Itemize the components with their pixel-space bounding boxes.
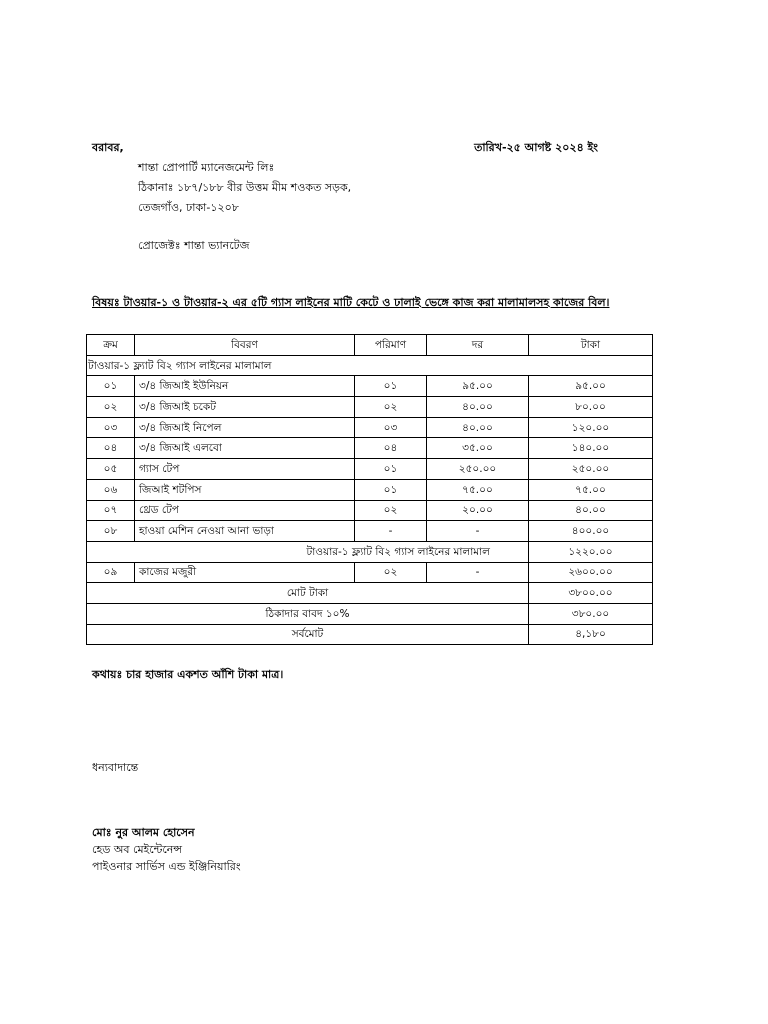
row-description: ৩/৪ জিআই এলবো (135, 438, 355, 459)
row-serial: ০৩ (87, 417, 135, 438)
labor-row (87, 562, 653, 583)
letter-date: তারিখ-২৫ আগষ্ট ২০২৪ ইং (474, 141, 598, 154)
subtotal-label: টাওয়ার-১ ফ্ল্যাট বি২ গ্যাস লাইনের মালামাল (87, 541, 529, 562)
amount-in-words: কথায়ঃ চার হাজার একশত আঁশি টাকা মাত্র। (92, 668, 284, 681)
row-rate: ৪০.০০ (427, 417, 529, 438)
to-label: বরাবর, (92, 141, 124, 154)
row-amount: ৮০.০০ (529, 397, 653, 418)
total-amount: ৩৮০০.০০ (529, 583, 653, 604)
row-serial: ০৪ (87, 438, 135, 459)
bill-table (86, 334, 653, 645)
address-line-1: ঠিকানাঃ ১৮৭/১৮৮ বীর উত্তম মীম শওকত সড়ক, (138, 181, 352, 194)
row-serial: ০৬ (87, 479, 135, 500)
header-quantity: পরিমাণ (355, 335, 427, 356)
row-rate: - (427, 521, 529, 542)
row-quantity: ০৩ (355, 417, 427, 438)
row-description: থ্রেড টেপ (135, 500, 355, 521)
row-quantity: ০৪ (355, 438, 427, 459)
row-serial: ০২ (87, 397, 135, 418)
labor-amount: ২৬০০.০০ (529, 562, 653, 583)
grand-total-label: সর্বমোট (87, 624, 529, 645)
labor-quantity: ০২ (355, 562, 427, 583)
row-amount: ২৫০.০০ (529, 459, 653, 480)
section-title: টাওয়ার-১ ফ্ল্যাট বি২ গ্যাস লাইনের মালামাল (87, 355, 653, 376)
table-row (87, 376, 653, 397)
row-rate: ২৫০.০০ (427, 459, 529, 480)
table-row (87, 521, 653, 542)
row-quantity: ০২ (355, 397, 427, 418)
row-description: হাওয়া মেশিন নেওয়া আনা ভাড়া (135, 521, 355, 542)
table-row (87, 479, 653, 500)
row-rate: ২০.০০ (427, 500, 529, 521)
grand-total-amount: ৪,১৮০ (529, 624, 653, 645)
recipient-company: শান্তা প্রোপার্টি ম্যানেজমেন্ট লিঃ (138, 161, 275, 174)
row-amount: ৭৫.০০ (529, 479, 653, 500)
signer-company: পাইওনার সার্ভিস এন্ড ইঞ্জিনিয়ারিং (92, 860, 241, 873)
row-description: ৩/৪ জিআই নিপেল (135, 417, 355, 438)
row-quantity: ০১ (355, 479, 427, 500)
row-quantity: ০১ (355, 376, 427, 397)
row-description: গ্যাস টেপ (135, 459, 355, 480)
labor-serial: ০৯ (87, 562, 135, 583)
row-quantity: ০১ (355, 459, 427, 480)
row-serial: ০১ (87, 376, 135, 397)
total-label: মোট টাকা (87, 583, 529, 604)
row-serial: ০৮ (87, 521, 135, 542)
subtotal-amount: ১২২০.০০ (529, 541, 653, 562)
address-line-2: তেজগাঁও, ঢাকা-১২০৮ (138, 201, 239, 214)
row-amount: ৪০০.০০ (529, 521, 653, 542)
row-rate: ৩৫.০০ (427, 438, 529, 459)
row-serial: ০৫ (87, 459, 135, 480)
row-description: জিআই শটপিস (135, 479, 355, 500)
total-row (87, 583, 653, 604)
contractor-row (87, 603, 653, 624)
contractor-amount: ৩৮০.০০ (529, 603, 653, 624)
row-serial: ০৭ (87, 500, 135, 521)
row-rate: ৯৫.০০ (427, 376, 529, 397)
row-description: ৩/৪ জিআই ইউনিয়ন (135, 376, 355, 397)
table-row (87, 500, 653, 521)
row-rate: ৭৫.০০ (427, 479, 529, 500)
row-quantity: ০২ (355, 500, 427, 521)
grand-total-row (87, 624, 653, 645)
subtotal-row (87, 541, 653, 562)
table-row (87, 459, 653, 480)
header-rate: দর (427, 335, 529, 356)
header-serial: ক্রম (87, 335, 135, 356)
row-quantity: - (355, 521, 427, 542)
table-header-row (87, 335, 653, 356)
thanks-text: ধন্যবাদান্তে (92, 761, 139, 774)
row-amount: ৯৫.০০ (529, 376, 653, 397)
row-amount: ১২০.০০ (529, 417, 653, 438)
labor-rate: - (427, 562, 529, 583)
project-name: প্রোজেক্টঃ শান্তা ভ্যানটেজ (138, 239, 250, 252)
row-amount: ৪০.০০ (529, 500, 653, 521)
contractor-label: ঠিকাদার বাবদ ১০% (87, 603, 529, 624)
labor-description: কাজের মজুরী (135, 562, 355, 583)
header-description: বিবরণ (135, 335, 355, 356)
table-row (87, 417, 653, 438)
signer-title: হেড অব মেইন্টেনেন্স (92, 843, 182, 856)
subject-line: বিষয়ঃ টাওয়ার-১ ও টাওয়ার-২ এর ৫টি গ্যাস লাইনের মাটি কেটে ও ঢালাই ভেঙ্গে কাজ করা মালামালসহ কাজের বিল। (92, 296, 610, 309)
section-title-row (87, 355, 653, 376)
row-description: ৩/৪ জিআই চকেট (135, 397, 355, 418)
row-rate: ৪০.০০ (427, 397, 529, 418)
signer-name: মোঃ নুর আলম হোসেন (92, 826, 195, 839)
header-amount: টাকা (529, 335, 653, 356)
table-row (87, 438, 653, 459)
row-amount: ১৪০.০০ (529, 438, 653, 459)
table-row (87, 397, 653, 418)
